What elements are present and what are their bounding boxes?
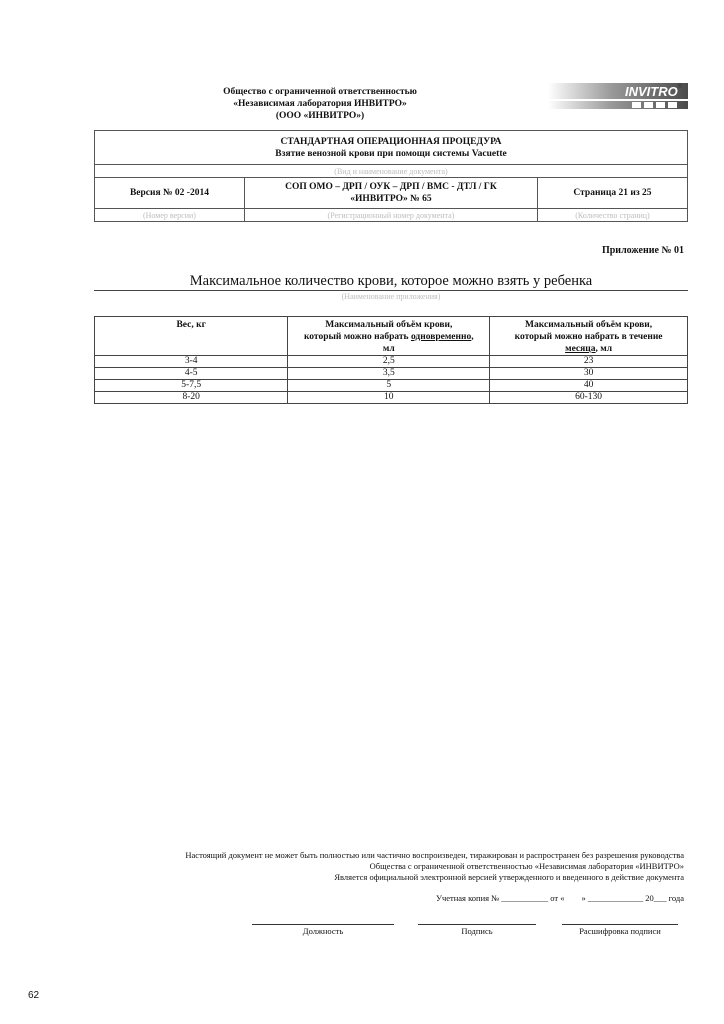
- cell-weight: 4-5: [95, 368, 288, 380]
- header-max-month-line2: который можно набрать в течение: [514, 332, 663, 342]
- cell-max-once: 2,5: [288, 356, 490, 368]
- appendix-title-underline: [94, 290, 688, 291]
- cell-max-once: 3,5: [288, 368, 490, 380]
- cell-max-once: 10: [288, 392, 490, 404]
- sop-header-table: [94, 130, 688, 222]
- header-max-month-underlined: месяца: [565, 344, 596, 354]
- sop-title: СТАНДАРТНАЯ ОПЕРАЦИОННАЯ ПРОЦЕДУРА: [280, 136, 502, 147]
- appendix-caption: (Наименование приложения): [341, 292, 441, 301]
- page-number: 62: [28, 990, 40, 1001]
- table-row: [95, 392, 688, 404]
- cell-weight: 3-4: [95, 356, 288, 368]
- header-max-once-line1: Максимальный объём крови,: [325, 320, 453, 330]
- signature-decoding-label: Расшифровка подписи: [579, 926, 661, 936]
- header-max-month: [490, 317, 688, 356]
- sop-title-cell: [95, 131, 688, 165]
- signature-decoding-line: [562, 924, 678, 925]
- registration-caption: (Регистрационный номер документа): [244, 209, 537, 222]
- logo-text: INVITRO: [625, 84, 678, 99]
- header-max-once-line2: [288, 331, 489, 343]
- cell-max-month: 60-130: [490, 392, 688, 404]
- copyright-notice: [100, 850, 684, 883]
- blood-volume-table: [94, 316, 688, 404]
- cell-max-month: 23: [490, 356, 688, 368]
- registration-line-1: СОП ОМО – ДРП / ОУК – ДРП / ВМС - ДТЛ / ГК: [285, 182, 497, 192]
- position-label: Должность: [302, 926, 344, 936]
- header-max-once-text: который можно набрать: [303, 332, 411, 342]
- position-signature-line: [252, 924, 394, 925]
- invitro-logo-graphic: [548, 80, 688, 116]
- appendix-title: Максимальное количество крови, которое можно взять у ребенка: [189, 273, 593, 289]
- header-max-month-unit: , мл: [595, 344, 613, 354]
- table-row: [95, 380, 688, 392]
- header-max-once-unit: мл: [382, 344, 395, 354]
- cell-max-month: 40: [490, 380, 688, 392]
- notice-line: Общества с ограниченной ответственностью «Независимая лаборатория «ИНВИТРО»: [369, 861, 684, 871]
- registration-line-2: «ИНВИТРО» № 65: [350, 194, 432, 204]
- signature-line: [418, 924, 536, 925]
- header-max-once-underlined: одновременно: [410, 332, 472, 342]
- doc-type-caption: (Вид и наименование документа): [95, 165, 688, 178]
- invitro-logo: [548, 80, 688, 116]
- logo-registered-mark: ®: [678, 84, 683, 90]
- signature-label: Подпись: [461, 926, 493, 936]
- table-row: [95, 356, 688, 368]
- header-max-month-line3: [490, 343, 687, 355]
- organization-header: [170, 86, 470, 122]
- appendix-label: Приложение № 01: [601, 245, 684, 256]
- cell-weight: 5-7,5: [95, 380, 288, 392]
- table-row: [95, 368, 688, 380]
- version-caption: (Номер версии): [95, 209, 245, 222]
- header-max-once-comma: ,: [471, 332, 474, 342]
- sop-subtitle: Взятие венозной крови при помощи системы Vacuette: [275, 148, 507, 159]
- cell-max-month: 30: [490, 368, 688, 380]
- cell-weight: 8-20: [95, 392, 288, 404]
- pages-caption: (Количество страниц): [537, 209, 687, 222]
- header-weight: Вес, кг: [95, 317, 288, 356]
- page-count-cell: Страница 21 из 25: [537, 178, 687, 209]
- org-line: (ООО «ИНВИТРО»): [275, 111, 365, 121]
- version-cell: Версия № 02 -2014: [95, 178, 245, 209]
- table-header-row: [95, 317, 688, 356]
- notice-line: Является официальной электронной версией утвержденного и введенного в действие документа: [334, 872, 684, 882]
- notice-line: Настоящий документ не может быть полностью или частично воспроизведен, тиражирован и распространен без разрешения руководства: [185, 850, 684, 860]
- org-line: «Независимая лаборатория ИНВИТРО»: [233, 99, 407, 109]
- registered-copy-line: Учетная копия № ___________ от « » _____________ 20___ года: [435, 893, 684, 903]
- registration-number-cell: [244, 178, 537, 209]
- header-max-month-line1: Максимальный объём крови,: [525, 320, 653, 330]
- org-line: Общество с ограниченной ответственностью: [223, 87, 417, 97]
- cell-max-once: 5: [288, 380, 490, 392]
- header-max-once: [288, 317, 490, 356]
